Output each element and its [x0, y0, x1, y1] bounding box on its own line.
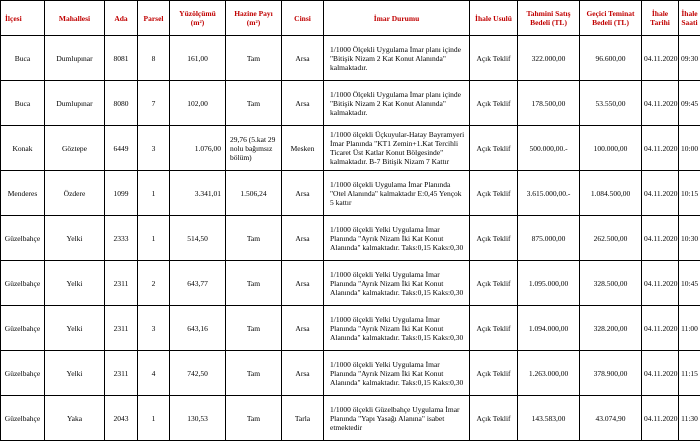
cell-cinsi: Arsa: [282, 306, 324, 351]
cell-ada: 1099: [105, 171, 138, 216]
cell-ada: 2311: [105, 351, 138, 396]
cell-cinsi: Arsa: [282, 216, 324, 261]
table-row: [1, 171, 700, 216]
cell-teminat: 100.000,00: [580, 126, 642, 171]
cell-tarih: 04.11.2020: [642, 81, 679, 126]
cell-ada: 2311: [105, 306, 138, 351]
cell-ihale-usulu: Açık Teklif: [470, 36, 518, 81]
table-row: [1, 36, 700, 81]
cell-parsel: 7: [138, 81, 170, 126]
cell-tarih: 04.11.2020: [642, 171, 679, 216]
cell-parsel: 1: [138, 396, 170, 441]
cell-ilce: Güzelbahçe: [1, 216, 45, 261]
cell-ihale-usulu: Açık Teklif: [470, 351, 518, 396]
cell-hazine-payi: Tam: [226, 81, 282, 126]
cell-ihale-usulu: Açık Teklif: [470, 396, 518, 441]
cell-ada: 8081: [105, 36, 138, 81]
header-ada: Ada: [105, 1, 138, 36]
header-tarih: İhale Tarihi: [642, 1, 679, 36]
cell-ihale-usulu: Açık Teklif: [470, 81, 518, 126]
table-row: [1, 216, 700, 261]
cell-imar: 1/1000 ölçekli Yelki Uygulama İmar Planında "Ayrık Nizam İki Kat Konut Alanında" kalmaktadır. Taks:0,15 Kaks:0,30: [324, 306, 470, 351]
cell-mahalle: Özdere: [45, 171, 105, 216]
cell-ihale-usulu: Açık Teklif: [470, 126, 518, 171]
cell-imar: 1/1000 Ölçekli Uygulama İmar planı içinde "Bitişik Nizam 2 Kat Konut Alanında" kalmaktadır.: [324, 36, 470, 81]
cell-cinsi: Mesken: [282, 126, 324, 171]
cell-imar: 1/1000 ölçekli Güzelbahçe Uygulama İmar Planında "Yapı Yasağı Alanına" isabet etmektedir: [324, 396, 470, 441]
cell-tarih: 04.11.2020: [642, 351, 679, 396]
header-yuzolcumu: Yüzölçümü (m²): [170, 1, 226, 36]
cell-bedel: 3.615.000,00.-: [518, 171, 580, 216]
cell-ilce: Güzelbahçe: [1, 306, 45, 351]
cell-cinsi: Tarla: [282, 396, 324, 441]
cell-ilce: Güzelbahçe: [1, 261, 45, 306]
cell-bedel: 322.000,00: [518, 36, 580, 81]
cell-hazine-payi: 1.506,24: [226, 171, 282, 216]
cell-parsel: 3: [138, 126, 170, 171]
cell-ilce: Buca: [1, 36, 45, 81]
cell-ilce: Menderes: [1, 171, 45, 216]
cell-yuzolcumu: 514,50: [170, 216, 226, 261]
cell-ilce: Buca: [1, 81, 45, 126]
cell-ada: 2043: [105, 396, 138, 441]
cell-cinsi: Arsa: [282, 171, 324, 216]
header-teminat: Geçici Teminat Bedeli (TL): [580, 1, 642, 36]
cell-cinsi: Arsa: [282, 81, 324, 126]
table-row: [1, 351, 700, 396]
cell-ihale-usulu: Açık Teklif: [470, 306, 518, 351]
cell-bedel: 875.000,00: [518, 216, 580, 261]
cell-teminat: 328.200,00: [580, 306, 642, 351]
cell-saat: 11:15: [679, 351, 700, 396]
cell-parsel: 2: [138, 261, 170, 306]
cell-cinsi: Arsa: [282, 261, 324, 306]
cell-yuzolcumu: 643,77: [170, 261, 226, 306]
cell-imar: 1/1000 ölçekli Yelki Uygulama İmar Planında "Ayrık Nizam İki Kat Konut Alanında" kalmaktadır. Taks:0,15 Kaks:0,30: [324, 351, 470, 396]
cell-saat: 10:45: [679, 261, 700, 306]
table-row: [1, 306, 700, 351]
cell-tarih: 04.11.2020: [642, 36, 679, 81]
cell-hazine-payi: Tam: [226, 261, 282, 306]
header-cinsi: Cinsi: [282, 1, 324, 36]
cell-bedel: 143.583,00: [518, 396, 580, 441]
cell-cinsi: Arsa: [282, 351, 324, 396]
cell-ihale-usulu: Açık Teklif: [470, 261, 518, 306]
cell-teminat: 328.500,00: [580, 261, 642, 306]
cell-yuzolcumu: 643,16: [170, 306, 226, 351]
cell-tarih: 04.11.2020: [642, 306, 679, 351]
cell-bedel: 1.095.000,00: [518, 261, 580, 306]
header-ilce: İlçesi: [1, 1, 45, 36]
cell-hazine-payi: Tam: [226, 36, 282, 81]
cell-yuzolcumu: 1.076,00: [170, 126, 226, 171]
table-row: [1, 81, 700, 126]
cell-teminat: 262.500,00: [580, 216, 642, 261]
cell-ilce: Güzelbahçe: [1, 351, 45, 396]
cell-hazine-payi: Tam: [226, 351, 282, 396]
cell-bedel: 500.000,00.-: [518, 126, 580, 171]
cell-saat: 09:30: [679, 36, 700, 81]
cell-ada: 2333: [105, 216, 138, 261]
cell-parsel: 1: [138, 171, 170, 216]
header-hazine-payi: Hazine Payı (m²): [226, 1, 282, 36]
cell-imar: 1/1000 ölçekli Yelki Uygulama İmar Planında "Ayrık Nizam İki Kat Konut Alanında" kalmaktadır. Taks:0,15 Kaks:0,30: [324, 216, 470, 261]
cell-saat: 11:00: [679, 306, 700, 351]
header-ihale-usulu: İhale Usulü: [470, 1, 518, 36]
cell-ada: 6449: [105, 126, 138, 171]
cell-ihale-usulu: Açık Teklif: [470, 216, 518, 261]
cell-hazine-payi: Tam: [226, 306, 282, 351]
cell-tarih: 04.11.2020: [642, 126, 679, 171]
cell-ada: 8080: [105, 81, 138, 126]
cell-hazine-payi: Tam: [226, 396, 282, 441]
cell-mahalle: Yelki: [45, 351, 105, 396]
cell-mahalle: Yelki: [45, 261, 105, 306]
cell-bedel: 1.263.000,00: [518, 351, 580, 396]
table-row: [1, 126, 700, 171]
cell-ilce: Konak: [1, 126, 45, 171]
cell-imar: 1/1000 ölçekli Yelki Uygulama İmar Planında "Ayrık Nizam İki Kat Konut Alanında" kalmaktadır. Taks:0,15 Kaks:0,30: [324, 261, 470, 306]
cell-ilce: Güzelbahçe: [1, 396, 45, 441]
cell-teminat: 96.600,00: [580, 36, 642, 81]
cell-mahalle: Dumlupınar: [45, 36, 105, 81]
cell-parsel: 4: [138, 351, 170, 396]
cell-cinsi: Arsa: [282, 36, 324, 81]
cell-mahalle: Yaka: [45, 396, 105, 441]
cell-yuzolcumu: 161,00: [170, 36, 226, 81]
cell-yuzolcumu: 3.341,01: [170, 171, 226, 216]
cell-teminat: 53.550,00: [580, 81, 642, 126]
cell-mahalle: Yelki: [45, 216, 105, 261]
cell-saat: 09:45: [679, 81, 700, 126]
table-row: [1, 261, 700, 306]
cell-mahalle: Dumlupınar: [45, 81, 105, 126]
header-mahalle: Mahallesi: [45, 1, 105, 36]
cell-mahalle: Göztepe: [45, 126, 105, 171]
cell-saat: 11:30: [679, 396, 700, 441]
cell-yuzolcumu: 742,50: [170, 351, 226, 396]
cell-saat: 10:00: [679, 126, 700, 171]
header-imar: İmar Durumu: [324, 1, 470, 36]
cell-imar: 1/1000 ölçekli Üçkuyular-Hatay Bayramyeri İmar Planında "KT1 Zemin+1.Kat Tercihli Ticaret Üst Katlar Konut Bölgesinde" kalmaktadır. B-7 Bitişik Nizam 7 Kattır: [324, 126, 470, 171]
cell-saat: 10:30: [679, 216, 700, 261]
cell-parsel: 1: [138, 216, 170, 261]
cell-tarih: 04.11.2020: [642, 216, 679, 261]
cell-tarih: 04.11.2020: [642, 261, 679, 306]
cell-parsel: 8: [138, 36, 170, 81]
header-bedel: Tahmini Satış Bedeli (TL): [518, 1, 580, 36]
cell-imar: 1/1000 Ölçekli Uygulama İmar planı içinde "Bitişik Nizam 2 Kat Konut Alanında" kalmaktadır.: [324, 81, 470, 126]
header-saat: İhale Saati: [679, 1, 700, 36]
cell-yuzolcumu: 102,00: [170, 81, 226, 126]
cell-ihale-usulu: Açık Teklif: [470, 171, 518, 216]
cell-ada: 2311: [105, 261, 138, 306]
cell-imar: 1/1000 ölçekli Uygulama İmar Planında "Otel Alanında" kalmaktadır E:0,45 Yençok 5 kattır: [324, 171, 470, 216]
cell-tarih: 04.11.2020: [642, 396, 679, 441]
cell-yuzolcumu: 130,53: [170, 396, 226, 441]
cell-hazine-payi: 29,76 (5.kat 29 nolu bağımsız bölüm): [226, 126, 282, 171]
cell-bedel: 1.094.000,00: [518, 306, 580, 351]
cell-parsel: 3: [138, 306, 170, 351]
cell-mahalle: Yelki: [45, 306, 105, 351]
cell-hazine-payi: Tam: [226, 216, 282, 261]
header-parsel: Parsel: [138, 1, 170, 36]
cell-saat: 10:15: [679, 171, 700, 216]
cell-bedel: 178.500,00: [518, 81, 580, 126]
cell-teminat: 43.074,90: [580, 396, 642, 441]
header-row: [1, 1, 700, 36]
table-row: [1, 396, 700, 441]
cell-teminat: 378.900,00: [580, 351, 642, 396]
cell-teminat: 1.084.500,00: [580, 171, 642, 216]
